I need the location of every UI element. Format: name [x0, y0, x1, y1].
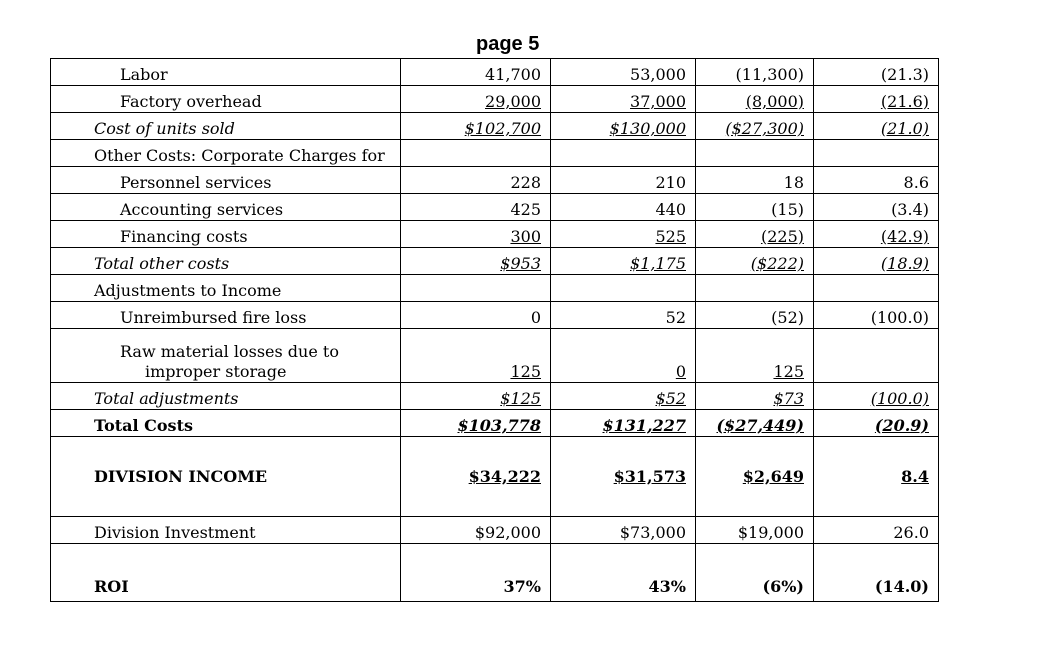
- cell-col1: 41,700: [401, 59, 551, 86]
- cell-col2: $130,000: [609, 119, 686, 138]
- table-row-accounting-services: [51, 194, 939, 221]
- cell-col3: (11,300): [696, 59, 814, 86]
- row-label: Other Costs: Corporate Charges for: [51, 140, 401, 167]
- cell-col2: 53,000: [551, 59, 696, 86]
- cell-col4: 8.6: [814, 167, 939, 194]
- cell-col3: ($27,300): [725, 119, 804, 138]
- cell-col4: (3.4): [814, 194, 939, 221]
- row-label-line2: improper storage: [145, 362, 287, 381]
- cell-col2: [551, 275, 696, 302]
- row-label: Factory overhead: [51, 86, 401, 113]
- cell-col3: ($27,449): [716, 416, 804, 435]
- cell-col1: 125: [510, 362, 541, 381]
- cell-col1: [401, 275, 551, 302]
- table-row-unreimbursed-fire-loss: [51, 302, 939, 329]
- cell-col3: (225): [760, 227, 804, 246]
- row-label: Financing costs: [51, 221, 401, 248]
- cell-col1: 228: [401, 167, 551, 194]
- cell-col3: (52): [696, 302, 814, 329]
- cell-col2: $73,000: [551, 517, 696, 544]
- table-row-adjustments-header: [51, 275, 939, 302]
- cell-col3: ($222): [750, 254, 804, 273]
- cell-col1: $102,700: [464, 119, 541, 138]
- row-label: Adjustments to Income: [51, 275, 401, 302]
- cell-col4: (18.9): [880, 254, 929, 273]
- cell-col3: $19,000: [696, 517, 814, 544]
- cell-col3: $2,649: [742, 466, 804, 486]
- cell-col4: (100.0): [814, 302, 939, 329]
- cell-col2: 43%: [551, 544, 696, 602]
- cell-col1: $103,778: [457, 416, 541, 435]
- cell-col3: $73: [773, 389, 804, 408]
- table-row-roi: [51, 544, 939, 602]
- table-row-financing-costs: [51, 221, 939, 248]
- table-row-cost-of-units-sold: [51, 113, 939, 140]
- cell-col2: 52: [551, 302, 696, 329]
- cell-col2: $52: [655, 389, 686, 408]
- cell-col4: (21.0): [880, 119, 929, 138]
- row-label: Division Investment: [51, 517, 401, 544]
- cell-col3: [696, 140, 814, 167]
- cell-col4: (42.9): [880, 227, 929, 246]
- row-label: Total adjustments: [51, 383, 401, 410]
- row-label: Total Costs: [51, 410, 401, 437]
- cell-col1: 425: [401, 194, 551, 221]
- cell-col1: $92,000: [401, 517, 551, 544]
- row-label: Unreimbursed fire loss: [51, 302, 401, 329]
- row-label: Accounting services: [51, 194, 401, 221]
- row-label-line1: Raw material losses due to: [120, 342, 339, 361]
- cell-col3: 18: [696, 167, 814, 194]
- table-row-total-adjustments: [51, 383, 939, 410]
- cell-col4: (14.0): [814, 544, 939, 602]
- cell-col4: (20.9): [874, 416, 929, 435]
- cell-col3: (6%): [696, 544, 814, 602]
- cell-col4: [814, 329, 939, 383]
- table-row-other-costs-header: [51, 140, 939, 167]
- cell-col4: (21.6): [880, 92, 929, 111]
- table-row-labor: [51, 59, 939, 86]
- cell-col1: $953: [500, 254, 541, 273]
- cell-col2: $31,573: [613, 466, 686, 486]
- cell-col4: (21.3): [814, 59, 939, 86]
- cell-col1: 29,000: [485, 92, 541, 111]
- cell-col3: (15): [696, 194, 814, 221]
- cell-col1: 0: [401, 302, 551, 329]
- table-row-total-other-costs: [51, 248, 939, 275]
- table-row-factory-overhead: [51, 86, 939, 113]
- cell-col2: 525: [655, 227, 686, 246]
- cell-col3: 125: [773, 362, 804, 381]
- table-row-raw-material-losses: [51, 329, 939, 383]
- table-row-division-income: [51, 437, 939, 517]
- cell-col4: 8.4: [901, 466, 929, 486]
- cell-col4: (100.0): [870, 389, 929, 408]
- cell-col2: 440: [551, 194, 696, 221]
- row-label: ROI: [51, 544, 401, 602]
- cell-col1: [401, 140, 551, 167]
- cell-col1: $34,222: [468, 466, 541, 486]
- cell-col3: (8,000): [745, 92, 804, 111]
- row-label: [51, 329, 401, 383]
- cell-col1: 37%: [401, 544, 551, 602]
- row-label: Cost of units sold: [51, 113, 401, 140]
- cell-col2: [551, 140, 696, 167]
- division-performance-table: [50, 58, 939, 602]
- cell-col2: 0: [675, 362, 686, 381]
- cell-col2: $131,227: [602, 416, 686, 435]
- cell-col2: $1,175: [630, 254, 686, 273]
- cell-col4: 26.0: [814, 517, 939, 544]
- page-number-label: page 5: [476, 33, 540, 55]
- cell-col4: [814, 275, 939, 302]
- row-label: DIVISION INCOME: [51, 437, 401, 517]
- row-label: Labor: [51, 59, 401, 86]
- cell-col3: [696, 275, 814, 302]
- cell-col1: $125: [500, 389, 541, 408]
- table-row-personnel-services: [51, 167, 939, 194]
- cell-col1: 300: [510, 227, 541, 246]
- table-row-total-costs: [51, 410, 939, 437]
- row-label: Personnel services: [51, 167, 401, 194]
- cell-col4: [814, 140, 939, 167]
- row-label: Total other costs: [51, 248, 401, 275]
- cell-col2: 37,000: [630, 92, 686, 111]
- table-row-division-investment: [51, 517, 939, 544]
- cell-col2: 210: [551, 167, 696, 194]
